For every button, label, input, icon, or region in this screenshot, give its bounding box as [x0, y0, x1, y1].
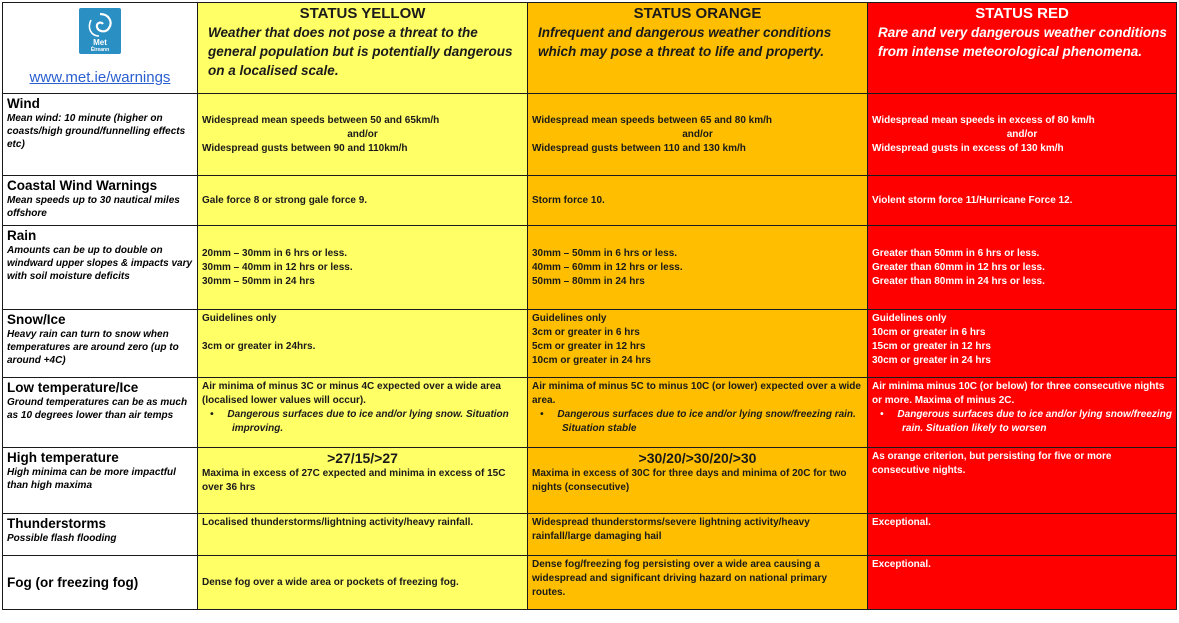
rain-yellow-cell [198, 226, 528, 310]
threshold: >27/15/>27 [327, 450, 398, 466]
row-fog [3, 556, 1177, 610]
status-yellow-header [198, 3, 528, 94]
criterion-line: Widespread mean speeds between 50 and 65km/h [202, 114, 440, 126]
criterion-line: Guidelines only [872, 313, 947, 324]
lowtemp-yellow-cell [198, 378, 528, 448]
criterion-line: Greater than 50mm in 6 hrs or less. [872, 247, 1040, 259]
row-title: High temperature [7, 450, 119, 465]
lowtemp-red-cell [868, 378, 1177, 448]
bullet-icon: • [210, 409, 214, 420]
criterion-line: Widespread gusts between 110 and 130 km/h [532, 142, 746, 154]
bullet-text: Dangerous surfaces due to ice and/or lying snow/freezing rain. Situation stable [557, 409, 856, 434]
bullet-text: Dangerous surfaces due to ice and/or lying snow/freezing rain. Situation likely to worsen [897, 409, 1172, 434]
criterion-line: 15cm or greater in 12 hrs [872, 341, 991, 352]
row-desc: High minima can be more impactful than high maxima [7, 467, 176, 491]
criterion-line: 30mm – 40mm in 12 hrs or less. [202, 261, 353, 273]
criterion-line: Widespread mean speeds in excess of 80 km/h [872, 114, 1095, 126]
bullet-icon: • [880, 409, 884, 420]
lowtemp-orange-cell [528, 378, 868, 448]
status-orange-desc: Infrequent and dangerous weather conditions which may pose a threat to life and property. [538, 25, 832, 59]
fog-yellow-cell: Dense fog over a wide area or pockets of freezing fog. [198, 556, 528, 610]
hightemp-orange-cell [528, 448, 868, 514]
criterion-line: 40mm – 60mm in 12 hrs or less. [532, 261, 683, 273]
criterion-line: 5cm or greater in 12 hrs [532, 341, 646, 352]
row-rain [3, 226, 1177, 310]
row-desc: Mean wind: 10 minute (higher on coasts/high ground/funnelling effects etc) [7, 113, 186, 150]
row-desc: Ground temperatures can be as much as 10 degrees lower than air temps [7, 397, 188, 421]
wind-yellow-cell [198, 94, 528, 176]
thunder-yellow-cell: Localised thunderstorms/lightning activity/heavy rainfall. [198, 514, 528, 556]
criterion-line: Air minima minus 10C (or below) for three consecutive nights or more. Maxima of minus 2C. [872, 381, 1165, 406]
row-title: Thunderstorms [7, 516, 107, 531]
row-snow [3, 310, 1177, 378]
hightemp-red-cell: As orange criterion, but persisting for five or more consecutive nights. [868, 448, 1177, 514]
row-thunder-label [3, 514, 198, 556]
row-title: Wind [7, 96, 40, 111]
criterion-line: Air minima of minus 3C or minus 4C expected over a wide area (localised lower values will occur). [202, 381, 501, 406]
snow-red-cell [868, 310, 1177, 378]
logo-brand: Met [93, 38, 107, 47]
thunder-orange-cell: Widespread thunderstorms/severe lightning activity/heavy rainfall/large damaging hail [528, 514, 868, 556]
row-desc: Heavy rain can turn to snow when temperatures are around zero (up to around +4C) [7, 329, 179, 366]
criterion-line: 50mm – 80mm in 24 hrs [532, 275, 645, 287]
criterion-bullet [202, 408, 523, 436]
status-yellow-title: STATUS YELLOW [299, 5, 426, 22]
criterion-line: 10cm or greater in 6 hrs [872, 327, 986, 338]
criterion-line: Widespread gusts in excess of 130 km/h [872, 142, 1064, 154]
row-coastal [3, 176, 1177, 226]
row-hightemp-label [3, 448, 198, 514]
criterion-line: Maxima in excess of 27C expected and minima in excess of 15C over 36 hrs [202, 468, 506, 493]
snow-yellow-cell [198, 310, 528, 378]
row-desc: Mean speeds up to 30 nautical miles offshore [7, 195, 180, 219]
rain-red-cell [868, 226, 1177, 310]
row-snow-label [3, 310, 198, 378]
thunder-red-cell: Exceptional. [868, 514, 1177, 556]
rain-orange-cell [528, 226, 868, 310]
status-red-desc: Rare and very dangerous weather conditions from intense meteorological phenomena. [878, 25, 1167, 59]
warnings-table [2, 2, 1177, 610]
criterion-line: Widespread gusts between 90 and 110km/h [202, 142, 408, 154]
row-desc: Amounts can be up to double on windward upper slopes & impacts vary with soil moisture deficits [7, 245, 193, 282]
criterion-line: 20mm – 30mm in 6 hrs or less. [202, 247, 348, 259]
bullet-icon: • [540, 409, 544, 420]
status-red-title: STATUS RED [975, 5, 1069, 22]
row-title: Snow/Ice [7, 312, 66, 327]
row-coastal-label [3, 176, 198, 226]
coastal-orange-cell: Storm force 10. [528, 176, 868, 226]
criterion-line: and/or [347, 128, 378, 140]
row-thunder [3, 514, 1177, 556]
criterion-line: Greater than 60mm in 12 hrs or less. [872, 261, 1045, 273]
logo-cell [3, 3, 198, 94]
criterion-line: 3cm or greater in 6 hrs [532, 327, 640, 338]
criterion-line: Greater than 80mm in 24 hrs or less. [872, 275, 1045, 287]
row-desc: Possible flash flooding [7, 533, 117, 544]
wind-red-cell [868, 94, 1177, 176]
status-header-row [3, 3, 1177, 94]
criterion-line: Widespread mean speeds between 65 and 80 km/h [532, 114, 772, 126]
row-title: Fog (or freezing fog) [7, 574, 139, 590]
criterion-bullet [532, 408, 863, 436]
row-wind [3, 94, 1177, 176]
row-lowtemp-label [3, 378, 198, 448]
logo-brand-sub: Éireann [90, 47, 110, 53]
row-title: Rain [7, 228, 37, 243]
status-yellow-desc: Weather that does not pose a threat to the general population but is potentially dangerous on a localised scale. [208, 25, 513, 78]
criterion-line: 30mm – 50mm in 6 hrs or less. [532, 247, 678, 259]
threshold: >30/20/>30/20/>30 [638, 450, 757, 466]
bullet-text: Dangerous surfaces due to ice and/or lying snow. Situation improving. [227, 409, 509, 434]
coastal-yellow-cell: Gale force 8 or strong gale force 9. [198, 176, 528, 226]
coastal-red-cell: Violent storm force 11/Hurricane Force 12. [868, 176, 1177, 226]
criterion-line: and/or [682, 128, 713, 140]
wind-orange-cell [528, 94, 868, 176]
status-orange-header [528, 3, 868, 94]
met-eireann-logo [79, 8, 121, 54]
status-red-header [868, 3, 1177, 94]
row-wind-label [3, 94, 198, 176]
hightemp-yellow-cell [198, 448, 528, 514]
criterion-line: Guidelines only [532, 313, 607, 324]
criterion-line: Maxima in excess of 30C for three days and minima of 20C for two nights (consecutive) [532, 468, 847, 493]
row-title: Coastal Wind Warnings [7, 178, 158, 193]
row-fog-label [3, 556, 198, 610]
status-orange-title: STATUS ORANGE [633, 5, 762, 22]
criterion-line: 3cm or greater in 24hrs. [202, 341, 316, 352]
warnings-link[interactable]: www.met.ie/warnings [29, 69, 171, 86]
criterion-line: Guidelines only [202, 313, 277, 324]
row-lowtemp [3, 378, 1177, 448]
fog-orange-cell: Dense fog/freezing fog persisting over a wide area causing a widespread and significant driving hazard on national primary routes. [528, 556, 868, 610]
criterion-line: 30mm – 50mm in 24 hrs [202, 275, 315, 287]
fog-red-cell: Exceptional. [868, 556, 1177, 610]
criterion-line: and/or [1006, 128, 1038, 140]
criterion-line: Air minima of minus 5C to minus 10C (or lower) expected over a wide area. [532, 381, 861, 406]
row-hightemp [3, 448, 1177, 514]
snow-orange-cell [528, 310, 868, 378]
criterion-line: 10cm or greater in 24 hrs [532, 355, 651, 366]
row-title: Low temperature/Ice [7, 380, 139, 395]
criterion-bullet [872, 408, 1172, 436]
row-rain-label [3, 226, 198, 310]
criterion-line: 30cm or greater in 24 hrs [872, 355, 991, 366]
